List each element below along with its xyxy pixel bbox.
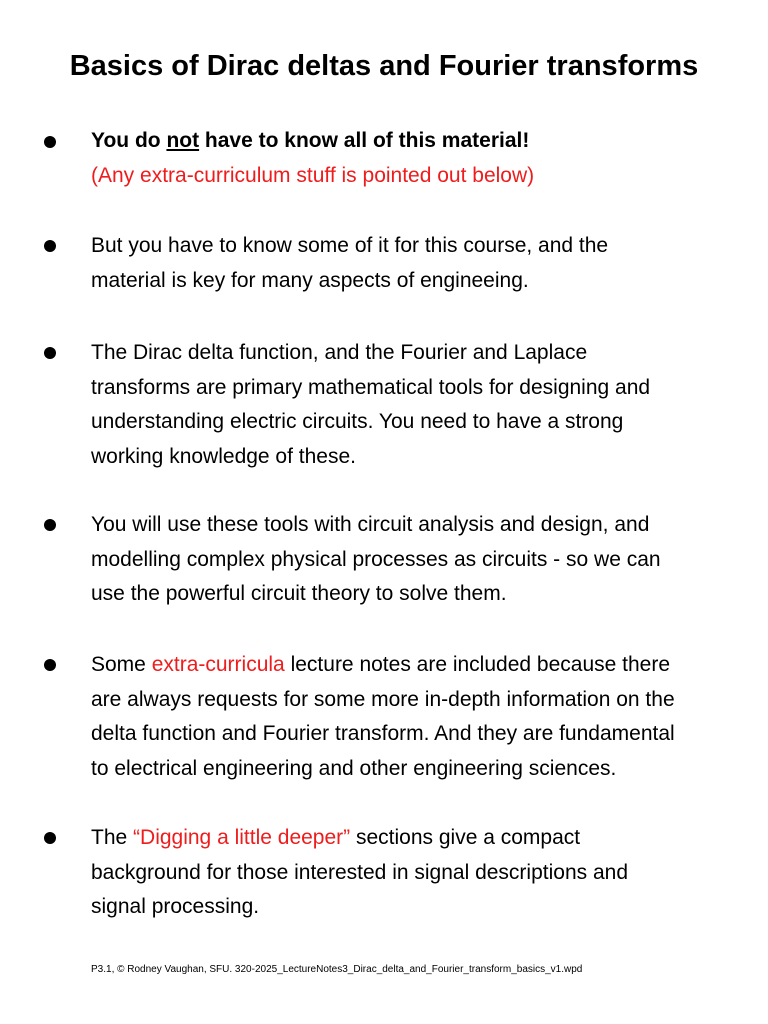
bullet-icon	[44, 832, 56, 844]
emphasis-not: not	[166, 129, 200, 152]
bullet-line	[91, 124, 731, 159]
text-run: have to know all of this material!	[199, 129, 530, 152]
bullet-line: understanding electric circuits. You need to have a strong	[91, 410, 624, 433]
text-run: You do	[91, 129, 167, 152]
text-run: The	[91, 826, 134, 849]
bullet-line: working knowledge of these.	[91, 444, 356, 468]
bullet-line: But you have to know some of it for this course, and the	[91, 234, 609, 257]
bullet-line: transforms are primary mathematical tools for designing and	[91, 375, 651, 399]
bullet-text	[91, 821, 731, 925]
bullet-icon	[44, 659, 56, 671]
digging-deeper-highlight: “Digging a little deeper”	[133, 826, 351, 849]
page-title: Basics of Dirac deltas and Fourier transforms	[69, 50, 699, 82]
bullet-line: material is key for many aspects of engineeing.	[91, 268, 529, 292]
bullet-icon	[44, 136, 56, 148]
bullet-line: are always requests for some more in-depth information on the	[91, 687, 675, 711]
bullet-text	[91, 229, 731, 298]
bullet-icon	[44, 240, 56, 252]
bullet-line	[91, 648, 731, 683]
bullet-icon	[44, 347, 56, 359]
bullet-line: delta function and Fourier transform. And they are fundamental	[91, 722, 675, 745]
bullet-text	[91, 336, 731, 474]
bullet-line: The Dirac delta function, and the Fourier and Laplace	[91, 341, 588, 364]
bullet-line: to electrical engineering and other engineering sciences.	[91, 756, 617, 780]
bullet-text	[91, 124, 731, 193]
text-run: sections give a compact	[350, 826, 581, 849]
bullet-line: background for those interested in signal descriptions and	[91, 860, 628, 884]
bullet-icon	[44, 519, 56, 531]
bullet-line: modelling complex physical processes as circuits - so we can	[91, 547, 661, 571]
extra-curriculum-note: (Any extra-curriculum stuff is pointed out below)	[91, 163, 535, 187]
extra-curricula-highlight: extra-curricula	[151, 653, 285, 676]
bullet-line: use the powerful circuit theory to solve them.	[91, 582, 507, 605]
bullet-line: You will use these tools with circuit analysis and design, and	[91, 513, 650, 536]
text-run: lecture notes are included because there	[284, 653, 670, 676]
bullet-line: signal processing.	[91, 895, 260, 918]
bullet-text	[91, 508, 731, 612]
bullet-text	[91, 648, 731, 786]
bullet-line	[91, 821, 731, 856]
text-run: Some	[91, 653, 152, 676]
page-footer: P3.1, © Rodney Vaughan, SFU. 320-2025_LectureNotes3_Dirac_delta_and_Fourier_transform_basics_v1.wpd	[91, 964, 583, 975]
